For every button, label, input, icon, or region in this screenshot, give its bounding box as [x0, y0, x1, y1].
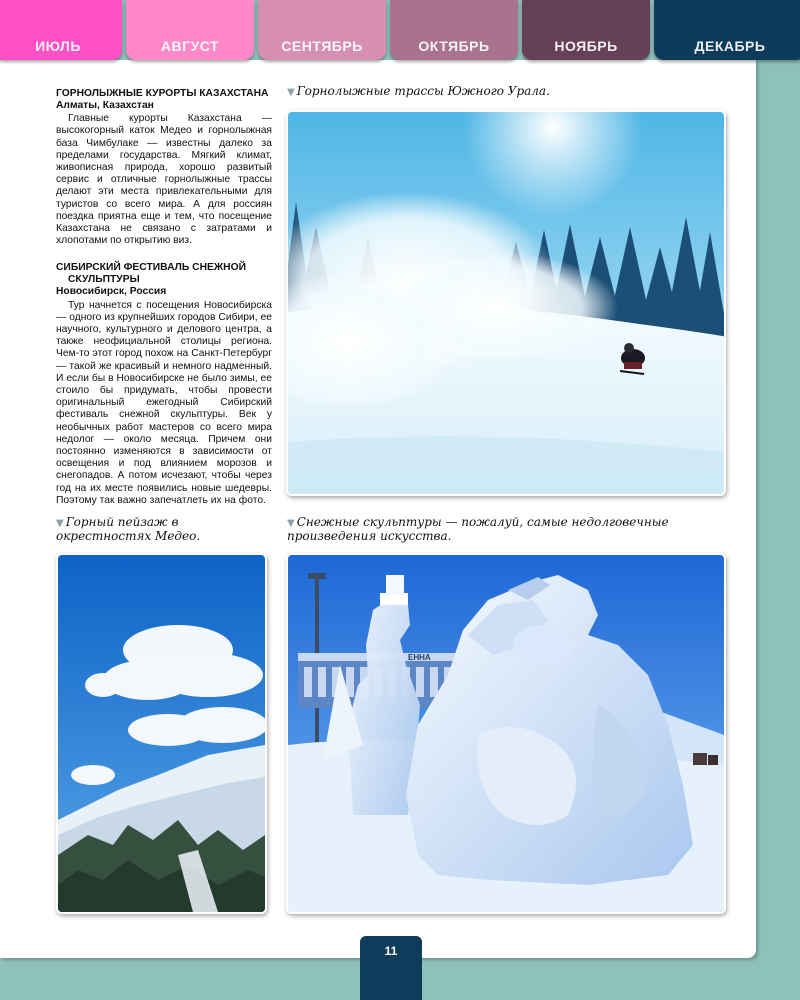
tab-november[interactable]: НОЯБРЬ: [522, 0, 650, 60]
tab-august[interactable]: АВГУСТ: [126, 0, 254, 60]
tab-july[interactable]: ИЮЛЬ: [0, 0, 122, 60]
triangle-bullet-icon: ▼: [287, 87, 295, 98]
article-location-almaty: Алматы, Казахстан: [56, 100, 154, 111]
triangle-bullet-icon: ▼: [287, 518, 295, 529]
caption-medeo: ▼ Горный пейзаж в окрестностях Медео.: [56, 515, 201, 543]
tab-december[interactable]: ДЕКАБРЬ: [654, 0, 800, 60]
triangle-bullet-icon: ▼: [56, 518, 64, 529]
article-location-novosibirsk: Новосибирск, Россия: [56, 286, 167, 298]
article-body-siberia: Тур начнется с посещения Новосибирска — одного из крупнейших городов Сибири, ее научного, культурного и делового центра, а также неофициальной столицы региона. Чем-то этот город похож на Санкт-Петербург — такой же красивый и немного надменный. И если бы в Новосибирске не было зимы, ее стоило бы придумать, чтобы провести оригинальный ежегодный Сибирский фестиваль снежной скульптуры. Век у необычных работ мастеров со всего мира недолог — около месяца. Причем они постоянно изменяются в зависимости от освещения и под влиянием морозов и снегопадов. А потом исчезают, чтобы через год на их месте появились новые шедевры. Поэтому так важно запечатлеть их на фото.: [56, 299, 272, 506]
article-title-siberia: СИБИРСКИЙ ФЕСТИВАЛЬ СНЕЖНОЙ СКУЛЬПТУРЫ: [56, 262, 247, 286]
page-number: 11: [360, 936, 422, 1000]
article-body-kazakhstan: Главные курорты Казахстана — высокогорный каток Медео и горнолыжная база Чимбулаке — известны далеко за пределами государства. Мягкий климат, живописная природа, хорошо развитый сервис и отличные горнолыжные трассы делают эти места привлекательными для туристов со всего мира. А для россиян поездка приятна еще и тем, что посещение Казахстана не связано с затратами и хлопотами по открытию виз.: [56, 113, 272, 247]
photo-mountain: [56, 553, 267, 914]
photo-snow-sculpture: [286, 553, 726, 914]
article-column: [56, 88, 272, 507]
month-tabs: [0, 0, 800, 62]
caption-sculpture: ▼ Снежные скульптуры — пожалуй, самые недолговечные произведения искусства.: [287, 515, 669, 543]
photo-ski-slope: [286, 110, 726, 496]
caption-ski: ▼ Горнолыжные трассы Южного Урала.: [287, 84, 550, 98]
photo-sign-text: ЕННА: [408, 653, 431, 662]
tab-september[interactable]: СЕНТЯБРЬ: [258, 0, 386, 60]
tab-october[interactable]: ОКТЯБРЬ: [390, 0, 518, 60]
article-title-kazakhstan: ГОРНОЛЫЖНЫЕ КУРОРТЫ КАЗАХСТАНА: [56, 88, 269, 99]
